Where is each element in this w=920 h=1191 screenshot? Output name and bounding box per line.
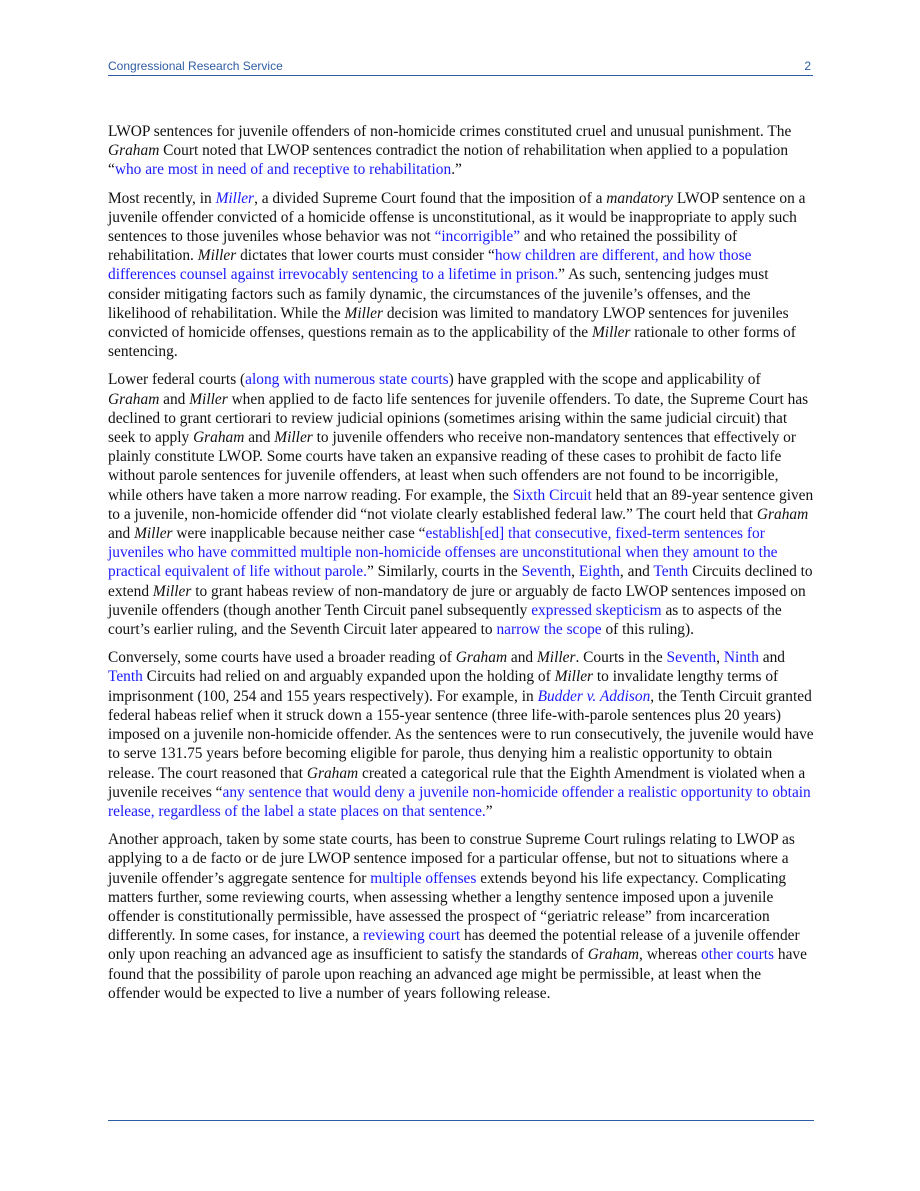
header-source: Congressional Research Service (108, 59, 283, 73)
link-multiple-offenses[interactable]: multiple offenses (370, 869, 477, 887)
link-tenth-circuit[interactable]: Tenth (653, 563, 689, 581)
link-eighth-circuit[interactable]: Eighth (578, 563, 620, 581)
paragraph-4: Conversely, some courts have used a broader reading of Graham and Miller. Courts in the Seventh, Ninth and Tenth Circuits had relied on and arguably expanded upon the holding of Miller to invalidate lengthy terms of imprisonment (100, 254 and 155 years respectively). For example, in Budder v. Addison, the Tenth Circuit granted federal habeas relief when it struck down a 155-year sentence (three life-with-parole sentences plus 20 years) imposed on a juvenile non-homicide offender. As the sentences were to run consecutively, the juvenile would have to serve 131.75 years before becoming eligible for parole, thus denying him a realistic opportunity to obtain release. The court reasoned that Graham created a categorical rule that the Eighth Amendment is violated when a juvenile receives “any sentence that would deny a juvenile non-homicide offender a realistic opportunity to obtain release, regardless of the label a state places on that sentence.” (108, 649, 814, 820)
link-seventh-circuit-2[interactable]: Seventh (666, 649, 717, 667)
link-state-courts[interactable]: along with numerous state courts (245, 371, 449, 389)
paragraph-2: Most recently, in Miller, a divided Supreme Court found that the imposition of a mandatory LWOP sentence on a juvenile offender convicted of a homicide offense is unconstitutional, as it would be inappropriate to apply such sentences to those juveniles whose behavior was not “incorrigible” and who retained the possibility of rehabilitation. Miller dictates that lower courts must consider “how children are different, and how those differences counsel against irrevocably sentencing to a lifetime in prison.” As such, sentencing judges must consider mitigating factors such as family dynamic, the circumstances of the juvenile’s offenses, and the likelihood of rehabilitation. While the Miller decision was limited to mandatory LWOP sentences for juveniles convicted of homicide offenses, questions remain as to the applicability of the Miller rationale to other forms of sentencing. (108, 189, 806, 361)
page-header (108, 58, 813, 76)
link-budder-v-addison[interactable]: Budder v. Addison (537, 687, 651, 705)
link-reviewing-court[interactable]: reviewing court (363, 927, 461, 945)
link-sixth-circuit[interactable]: Sixth Circuit (512, 486, 592, 504)
link-establish-consecutive-sentences[interactable]: establish[ed] that consecutive, fixed-term sentences for juveniles who have committed multiple non-homicide offenses are unconstitutional when they amount to the practical equivalent of life without parole. (108, 525, 778, 581)
link-receptive-to-rehabilitation[interactable]: who are most in need of and receptive to rehabilitation (114, 161, 452, 179)
link-any-sentence-that-would-deny[interactable]: any sentence that would deny a juvenile non-homicide offender a realistic opportunity to obtain release, regardless of the label a state places on that sentence. (108, 783, 811, 820)
paragraph-5: Another approach, taken by some state courts, has been to construe Supreme Court rulings relating to LWOP as applying to a de facto or de jure LWOP sentence imposed for a particular offense, but not to situations where a juvenile offender’s aggregate sentence for multiple offenses extends beyond his life expectancy. Complicating matters further, some reviewing courts, when assessing whether a lengthy sentence imposed upon a juvenile offender is constitutionally permissible, have assessed the prospect of “geriatric release” from incarceration differently. In some cases, for instance, a reviewing court has deemed the potential release of a juvenile offender only upon reaching an advanced age as insufficient to satisfy the standards of Graham, whereas other courts have found that the possibility of parole upon reaching an advanced age might be permissible, at least when the offender would be expected to live a number of years following release. (108, 831, 807, 1002)
document-body (108, 122, 814, 1012)
link-seventh-circuit[interactable]: Seventh (521, 563, 572, 581)
link-tenth-circuit-2[interactable]: Tenth (108, 668, 143, 686)
link-how-children-are-different[interactable]: how children are different, and how those differences counsel against irrevocably sentencing to a lifetime in prison. (108, 247, 752, 284)
paragraph-3: Lower federal courts (along with numerous state courts) have grappled with the scope and applicability of Graham and Miller when applied to de facto life sentences for juvenile offenders. To date, the Supreme Court has declined to grant certiorari to review judicial opinions (sometimes arising within the same judicial circuit) that seek to apply Graham and Miller to juvenile offenders who receive non-mandatory sentences that effectively or plainly constitute LWOP. Some courts have taken an expansive reading of these cases to prohibit de facto life without parole sentences for juvenile offenders, at least when such offenders are not found to be incorrigible, while others have taken a more narrow reading. For example, the Sixth Circuit held that an 89-year sentence given to a juvenile, non-homicide offender did “not violate clearly established federal law.” The court held that Graham and Miller were inapplicable because neither case “establish[ed] that consecutive, fixed-term sentences for juveniles who have committed multiple non-homicide offenses are unconstitutional when they amount to the practical equivalent of life without parole.” Similarly, courts in the Seventh, Eighth, and Tenth Circuits declined to extend Miller to grant habeas review of non-mandatory de jure or arguably de facto LWOP sentences imposed on juvenile offenders (though another Tenth Circuit panel subsequently expressed skepticism as to aspects of the court’s earlier ruling, and the Seventh Circuit later appeared to narrow the scope of this ruling). (108, 371, 814, 639)
page-number: 2 (804, 59, 811, 73)
link-narrow-the-scope[interactable]: narrow the scope (496, 621, 602, 639)
link-miller[interactable]: Miller (215, 189, 255, 207)
footer-divider (108, 1120, 814, 1121)
link-other-courts[interactable]: other courts (700, 946, 775, 964)
link-ninth-circuit[interactable]: Ninth (723, 649, 759, 667)
link-incorrigible[interactable]: “incorrigible” (434, 228, 521, 246)
paragraph-1: LWOP sentences for juvenile offenders of non-homicide crimes constituted cruel and unusual punishment. The Graham Court noted that LWOP sentences contradict the notion of rehabilitation when applied to a population “who are most in need of and receptive to rehabilitation.” (108, 123, 792, 179)
link-expressed-skepticism[interactable]: expressed skepticism (531, 601, 662, 619)
